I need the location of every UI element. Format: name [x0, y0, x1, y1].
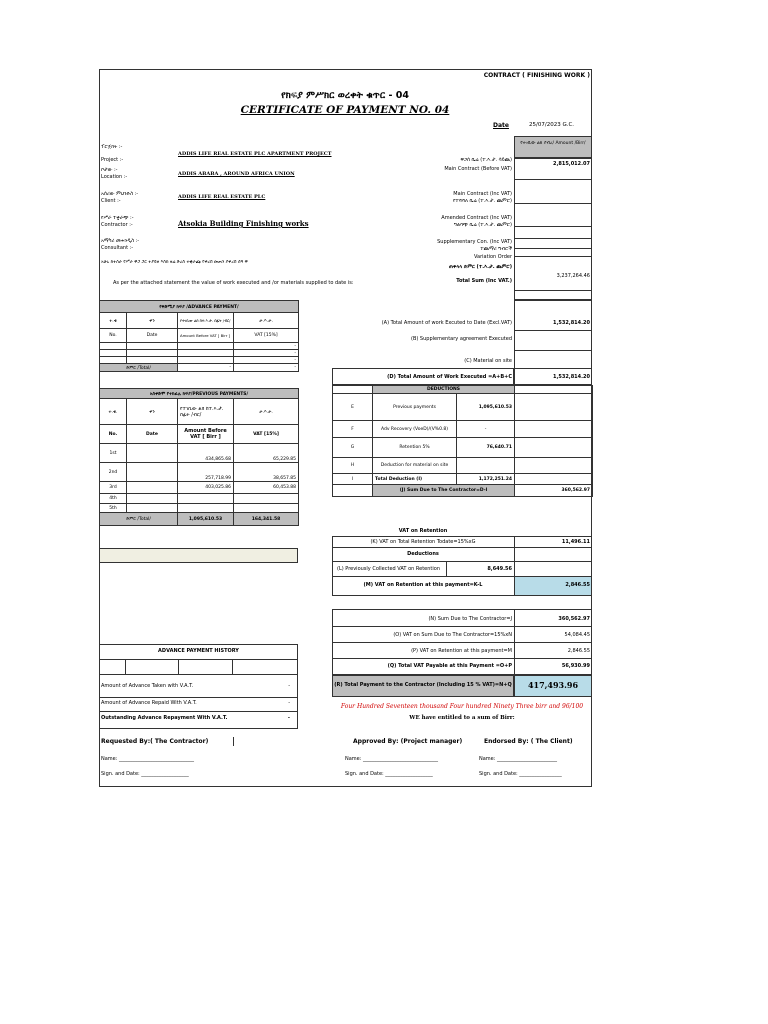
date-label: Date	[493, 122, 509, 129]
project-value: ADDIS LIFE REAL ESTATE PLC APARTMENT PROJECT	[178, 151, 332, 157]
entitled-text: WE have entitled to a sum of Birr:	[409, 715, 515, 721]
total-sum-label-am: ጠቅላላ ድምር (ተ.እ.ታ. ጨምሮ)	[448, 264, 512, 270]
text-cursor	[233, 737, 234, 746]
main-contract-value: 2,815,012.07	[552, 161, 590, 167]
advance-history-title: ADVANCE PAYMENT HISTORY	[158, 648, 239, 654]
vat-p-label: (P) VAT on Retention at this payment=M	[411, 648, 512, 654]
title-amharic: የክፍያ ምሥክር ወረቀት ቁጥር - 04	[281, 90, 409, 101]
consultant-label-am: አማካሪ መሐንዲስ :-	[101, 238, 140, 244]
consultant-label: Consultant :-	[101, 245, 134, 251]
vat-m-value: 2,846.55	[565, 582, 590, 588]
table-row: 3rd 403,025.86 60,453.88	[100, 482, 299, 494]
amended-contract-label: Amended Contract (Inc VAT)	[441, 215, 512, 221]
advance-repaid-value: -	[288, 700, 290, 706]
supplementary-label: Supplementary Con. (Inc VAT)	[437, 239, 512, 245]
vat-p-value: 2,846.55	[567, 648, 590, 654]
vat-n-value: 360,562.97	[558, 616, 590, 622]
table-row: 4th	[100, 494, 299, 504]
previous-payments-title: አስቀድሞ የተከፈሉ ክፍያ/PREVIOUS PAYMENTS/	[100, 389, 299, 399]
table-row: -	[100, 350, 299, 357]
client-value: ADDIS LIFE REAL ESTATE PLC	[178, 194, 266, 200]
advance-payment-table: የቅድሚያ ክፍያ /ADVANCE PAYMENT/ ተ.ቁ ቀን የተገቢው ልክ ከተ.እ.ታ. በፊት /ብር/ ታ.እ.ታ. No. Date Amount Before VAT [ Birr ] VAT [15%] - - - ድምር /Total/ - -	[99, 300, 299, 372]
location-label-am: ቦታው :-	[101, 167, 118, 173]
note-amharic: አሁኑ ከተሰራ የሥራ ዋጋ ጋር ተያይዞ እስከ ዛሬ ድረስ ተቋራጩ የቀረበ መጠን ያቀረበ ሰዓ ዋ	[101, 260, 248, 265]
vat-o-label: (O) VAT on Sum Due to The Contractor=15%xN	[393, 632, 512, 638]
table-row: 1st 434,865.68 65,229.85	[100, 444, 299, 463]
advance-outstanding-value: -	[287, 715, 290, 721]
table-row: -	[100, 343, 299, 350]
total-payment-value: 417,493.96	[527, 680, 579, 690]
vat-l-value: 8,649.56	[487, 566, 512, 572]
advance-taken-label: Amount of Advance Taken with V.A.T.	[101, 683, 194, 689]
main-contract-label-am: ዋጋሰ ቤሬ (ተ.እ.ታ. ሳይጨ)	[460, 157, 512, 163]
vat-n-label: (N) Sum Due to The Contractor=J	[428, 616, 512, 622]
contractor-label: Contractor :-	[101, 222, 133, 228]
variation-order-label: Variation Order	[474, 254, 512, 260]
advance-payment-title: የቅድሚያ ክፍያ /ADVANCE PAYMENT/	[100, 301, 299, 313]
title-english: CERTIFICATE OF PAYMENT NO. 04	[240, 104, 450, 116]
amended-contract-label-am: ግልባጭ ቤሬ (ተ.እ.ታ. ጨምሮ)	[454, 222, 512, 228]
main-contract-label: Main Contract (Before VAT)	[444, 166, 512, 172]
vat-k-label: (K) VAT on Total Retention Todate=15%xG	[370, 539, 476, 545]
main-contract-inc-label-am: የተሻሻለ ቤሬ (ተ.እ.ታ. ጨምሮ)	[452, 198, 512, 204]
location-value: ADDIS ABABA , AROUND AFRICA UNION	[178, 171, 295, 177]
vat-k-value: 11,496.11	[561, 539, 590, 545]
contractor-sign-field[interactable]: Sign. and Date: ___________________	[101, 771, 189, 777]
work-d-label: (D) Total Amount of Work Executed =A+B+C	[387, 374, 512, 380]
work-a-label: (A) Total Amount of work Excuted to Date (Excl.VAT)	[381, 320, 512, 326]
advance-total-label: ድምር /Total/	[100, 364, 178, 372]
deductions-table	[332, 385, 593, 497]
table-row: E Previous payments 1,095,610.53	[333, 394, 593, 421]
contract-type: CONTRACT ( FINISHING WORK )	[483, 72, 590, 79]
vat-retention-title: VAT on Retention	[398, 528, 448, 534]
highlight-bar	[99, 548, 298, 563]
supplementary-label-am: ተጨማሪ ግብሮች	[480, 246, 512, 252]
as-per-text: As per the attached statement the value of work executed and /or materials supplied to date is:	[113, 280, 354, 286]
amount-col-header: የተገቢው ልክ ያብረ/ Amount /Birr/	[514, 136, 592, 158]
work-b-label: (B) Supplementary agreement Executed	[411, 336, 512, 342]
sum-due-value: 360,562.97	[515, 485, 593, 497]
vat-m-label: (M) VAT on Retention at this payment=K-L	[363, 582, 483, 588]
table-row: -	[100, 357, 299, 364]
main-contract-inc-label: Main Contract (Inc VAT)	[453, 191, 512, 197]
client-label-am: አሰሪው ምህንድስ :-	[101, 191, 139, 197]
sum-due-label: (J) Sum Due to The Contractor=D-I	[373, 485, 515, 497]
table-row: 5th	[100, 504, 299, 513]
client-sign-field[interactable]: Sign. and Date: _________________	[479, 771, 562, 777]
work-c-label: (C) Material on site	[464, 358, 512, 364]
total-sum-label: Total Sum (Inc VAT.)	[456, 278, 512, 284]
total-sum-value: 3,237,264.46	[556, 273, 590, 279]
contractor-label-am: የሥራ ተቋራጭ :-	[101, 215, 134, 221]
deductions-title: DEDUCTIONS	[373, 386, 515, 394]
table-row: G Retention 5% 76,640.71	[333, 438, 593, 458]
table-row: F Adv Recovery (VoeD)/(V%0.8) -	[333, 421, 593, 438]
project-label-am: ፕሮጀክት :-	[101, 144, 123, 150]
work-d-value: 1,532,814.20	[552, 374, 590, 380]
date-value: 25/07/2023 G.C.	[529, 122, 575, 128]
contractor-value: Atsokia Building Finishing works	[178, 219, 309, 228]
table-row: H Deduction for material on site	[333, 458, 593, 474]
client-label: Client :-	[101, 198, 121, 204]
location-label: Location :-	[101, 174, 128, 180]
vat-deductions-label: Deductions	[407, 551, 439, 557]
project-label: Project :-	[101, 157, 124, 163]
previous-payments-table: አስቀድሞ የተከፈሉ ክፍያ/PREVIOUS PAYMENTS/ ተ.ቁ. ቀን የተገቢው ልክ ከተ.እ.ታ. በፊት /ብር/ ታ.እ.ታ. No. Date Amount Before VAT [ Birr ] VAT [15%] 1st 434,865.68 65,229.85 2nd 257,718.99 38,657.85 3rd 403,025.86 60,453.88 4th 5th ድምር /Total/ 1,095,610.53 164,341.58	[99, 388, 299, 526]
pm-name-field[interactable]: Name: ______________________________	[345, 756, 439, 762]
vat-q-value: 56,930.99	[561, 663, 590, 669]
approved-by: Approved By: (Project manager)	[353, 738, 463, 745]
table-row: 2nd 257,718.99 38,657.85	[100, 463, 299, 482]
vat-l-label: (L) Previously Collected VAT on Retention	[337, 566, 441, 572]
vat-o-value: 54,084.45	[564, 632, 590, 638]
endorsed-by: Endorsed By: ( The Client)	[484, 738, 573, 745]
table-row: I Total Deduction (I) 1,172,251.24	[333, 474, 593, 485]
advance-taken-value: -	[288, 683, 290, 689]
requested-by: Requested By:( The Contractor)	[101, 738, 209, 745]
contractor-name-field[interactable]: Name: ______________________________	[101, 756, 195, 762]
total-payment-label: (R) Total Payment to the Contractor (Including 15 % VAT)=N+Q	[334, 682, 512, 688]
pm-sign-field[interactable]: Sign. and Date: ___________________	[345, 771, 433, 777]
previous-total-label: ድምር /Total/	[100, 513, 178, 526]
advance-outstanding-label: Outstanding Advance Repayment With V.A.T.	[101, 715, 228, 721]
client-name-field[interactable]: Name: ________________________	[479, 756, 558, 762]
vat-q-label: (Q) Total VAT Payable at this Payment =O+P	[387, 663, 512, 669]
amount-in-words: Four Hundred Seventeen thousand Four hundred Ninety Three birr and 96/100	[340, 703, 584, 710]
work-a-value: 1,532,814.20	[552, 320, 590, 326]
advance-repaid-label: Amount of Advance Repaid With V.A.T.	[101, 700, 197, 706]
